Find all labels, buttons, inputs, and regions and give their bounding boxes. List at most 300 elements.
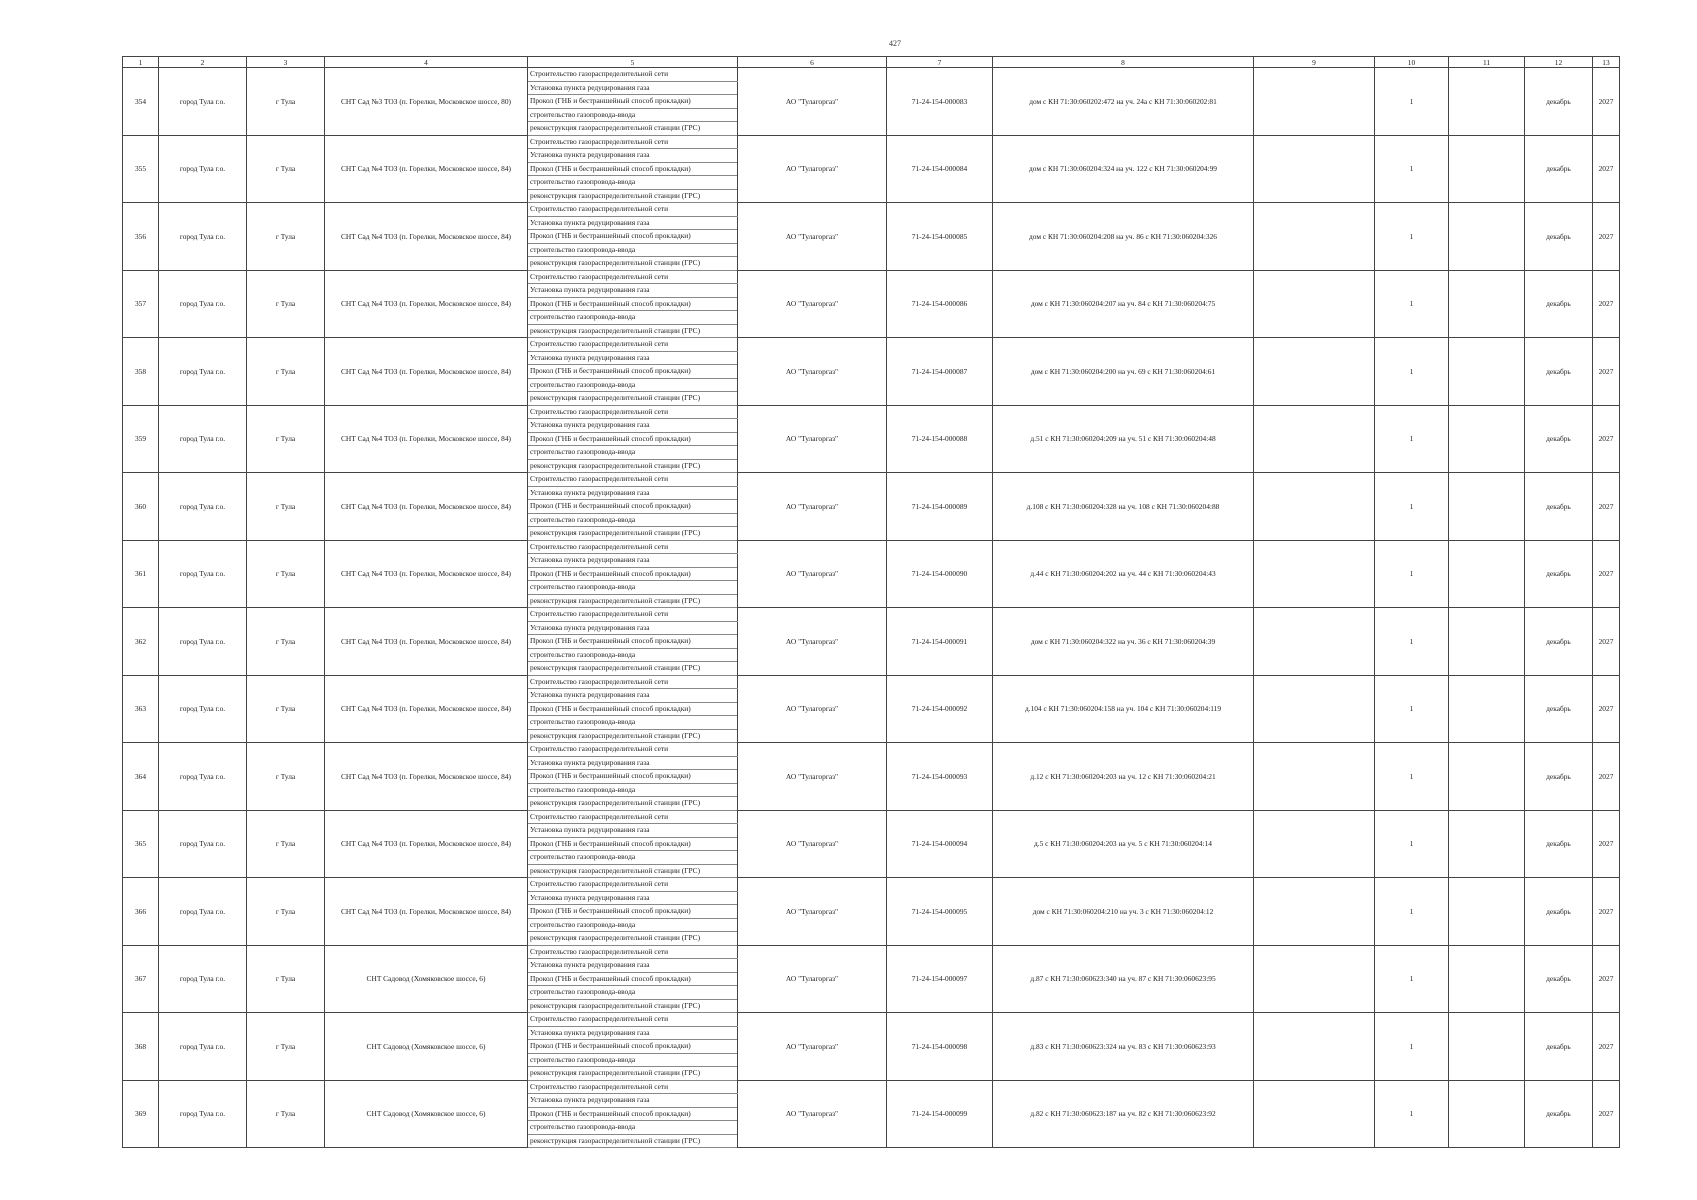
table-row <box>123 338 1620 352</box>
code-cell: 71-24-154-000098 <box>887 1013 993 1081</box>
work-item: строительство газопровода-ввода <box>528 311 738 325</box>
work-item: Прокол (ГНБ и бестраншейный способ прокладки) <box>528 1040 738 1054</box>
col11-cell <box>1449 338 1525 406</box>
count-cell: 1 <box>1375 473 1449 541</box>
locality-cell: г Тула <box>247 270 325 338</box>
work-item: строительство газопровода-ввода <box>528 176 738 190</box>
locality-cell: г Тула <box>247 878 325 946</box>
column-header: 3 <box>247 57 325 68</box>
work-item: реконструкция газораспределительной станции (ГРС) <box>528 932 738 946</box>
work-item: Установка пункта редуцирования газа <box>528 1026 738 1040</box>
code-cell: 71-24-154-000085 <box>887 203 993 271</box>
work-item: Установка пункта редуцирования газа <box>528 824 738 838</box>
table-row <box>123 608 1620 622</box>
organization-cell: АО "Тулагоргаз" <box>738 203 887 271</box>
month-cell: декабрь <box>1525 405 1593 473</box>
table-row <box>123 540 1620 554</box>
work-item: реконструкция газораспределительной станции (ГРС) <box>528 122 738 136</box>
month-cell: декабрь <box>1525 203 1593 271</box>
month-cell: декабрь <box>1525 945 1593 1013</box>
locality-cell: г Тула <box>247 1080 325 1148</box>
organization-cell: АО "Тулагоргаз" <box>738 405 887 473</box>
work-item: реконструкция газораспределительной станции (ГРС) <box>528 324 738 338</box>
column-header: 7 <box>887 57 993 68</box>
col11-cell <box>1449 810 1525 878</box>
work-item: Установка пункта редуцирования газа <box>528 689 738 703</box>
column-header: 5 <box>528 57 738 68</box>
work-item: строительство газопровода-ввода <box>528 986 738 1000</box>
work-item: строительство газопровода-ввода <box>528 446 738 460</box>
year-cell: 2027 <box>1593 1080 1620 1148</box>
code-cell: 71-24-154-000097 <box>887 945 993 1013</box>
work-item: Строительство газораспределительной сети <box>528 270 738 284</box>
work-item: реконструкция газораспределительной станции (ГРС) <box>528 999 738 1013</box>
work-item: строительство газопровода-ввода <box>528 716 738 730</box>
count-cell: 1 <box>1375 743 1449 811</box>
work-item: строительство газопровода-ввода <box>528 1121 738 1135</box>
col11-cell <box>1449 68 1525 136</box>
table-row <box>123 1013 1620 1027</box>
month-cell: декабрь <box>1525 743 1593 811</box>
address-cell: д.108 с КН 71:30:060204:328 на уч. 108 с КН 71:30:060204:88 <box>993 473 1254 541</box>
organization-cell: АО "Тулагоргаз" <box>738 270 887 338</box>
table-header <box>123 57 1620 68</box>
organization-cell: АО "Тулагоргаз" <box>738 1080 887 1148</box>
col9-cell <box>1254 743 1375 811</box>
work-item: Строительство газораспределительной сети <box>528 743 738 757</box>
year-cell: 2027 <box>1593 405 1620 473</box>
address-cell: дом с КН 71:30:060204:200 на уч. 69 с КН 71:30:060204:61 <box>993 338 1254 406</box>
month-cell: декабрь <box>1525 675 1593 743</box>
col9-cell <box>1254 810 1375 878</box>
work-item: реконструкция газораспределительной станции (ГРС) <box>528 459 738 473</box>
month-cell: декабрь <box>1525 1080 1593 1148</box>
col11-cell <box>1449 675 1525 743</box>
code-cell: 71-24-154-000095 <box>887 878 993 946</box>
row-number: 361 <box>123 540 159 608</box>
year-cell: 2027 <box>1593 540 1620 608</box>
work-item: реконструкция газораспределительной станции (ГРС) <box>528 864 738 878</box>
work-item: Установка пункта редуцирования газа <box>528 959 738 973</box>
work-item: Прокол (ГНБ и бестраншейный способ прокладки) <box>528 702 738 716</box>
organization-cell: АО "Тулагоргаз" <box>738 540 887 608</box>
address-cell: дом с КН 71:30:060204:207 на уч. 84 с КН 71:30:060204:75 <box>993 270 1254 338</box>
municipality-cell: город Тула г.о. <box>159 203 247 271</box>
work-item: Строительство газораспределительной сети <box>528 675 738 689</box>
address-cell: д.44 с КН 71:30:060204:202 на уч. 44 с КН 71:30:060204:43 <box>993 540 1254 608</box>
address-cell: д.104 с КН 71:30:060204:158 на уч. 104 с КН 71:30:060204:119 <box>993 675 1254 743</box>
municipality-cell: город Тула г.о. <box>159 675 247 743</box>
month-cell: декабрь <box>1525 270 1593 338</box>
organization-cell: АО "Тулагоргаз" <box>738 743 887 811</box>
row-number: 366 <box>123 878 159 946</box>
column-header: 8 <box>993 57 1254 68</box>
col9-cell <box>1254 68 1375 136</box>
locality-cell: г Тула <box>247 743 325 811</box>
work-item: строительство газопровода-ввода <box>528 243 738 257</box>
table-row <box>123 68 1620 82</box>
work-item: Установка пункта редуцирования газа <box>528 891 738 905</box>
col11-cell <box>1449 135 1525 203</box>
locality-cell: г Тула <box>247 945 325 1013</box>
column-header: 11 <box>1449 57 1525 68</box>
work-item: Прокол (ГНБ и бестраншейный способ прокладки) <box>528 500 738 514</box>
work-item: Строительство газораспределительной сети <box>528 810 738 824</box>
count-cell: 1 <box>1375 135 1449 203</box>
count-cell: 1 <box>1375 203 1449 271</box>
locality-cell: г Тула <box>247 68 325 136</box>
table-row <box>123 945 1620 959</box>
municipality-cell: город Тула г.о. <box>159 270 247 338</box>
municipality-cell: город Тула г.о. <box>159 945 247 1013</box>
work-item: Установка пункта редуцирования газа <box>528 216 738 230</box>
work-item: строительство газопровода-ввода <box>528 513 738 527</box>
work-item: Установка пункта редуцирования газа <box>528 554 738 568</box>
col11-cell <box>1449 878 1525 946</box>
work-item: строительство газопровода-ввода <box>528 378 738 392</box>
work-item: Строительство газораспределительной сети <box>528 608 738 622</box>
work-item: Прокол (ГНБ и бестраншейный способ прокладки) <box>528 230 738 244</box>
address-cell: дом с КН 71:30:060204:324 на уч. 122 с КН 71:30:060204:99 <box>993 135 1254 203</box>
municipality-cell: город Тула г.о. <box>159 405 247 473</box>
municipality-cell: город Тула г.о. <box>159 135 247 203</box>
object-cell: СНТ Сад №4 ТОЗ (п. Горелки, Московское шоссе, 84) <box>325 608 528 676</box>
column-header: 12 <box>1525 57 1593 68</box>
count-cell: 1 <box>1375 338 1449 406</box>
count-cell: 1 <box>1375 1080 1449 1148</box>
col11-cell <box>1449 945 1525 1013</box>
code-cell: 71-24-154-000083 <box>887 68 993 136</box>
object-cell: СНТ Сад №4 ТОЗ (п. Горелки, Московское шоссе, 84) <box>325 270 528 338</box>
work-item: Строительство газораспределительной сети <box>528 203 738 217</box>
locality-cell: г Тула <box>247 473 325 541</box>
count-cell: 1 <box>1375 270 1449 338</box>
code-cell: 71-24-154-000088 <box>887 405 993 473</box>
work-item: Строительство газораспределительной сети <box>528 1013 738 1027</box>
work-item: Установка пункта редуцирования газа <box>528 419 738 433</box>
municipality-cell: город Тула г.о. <box>159 743 247 811</box>
code-cell: 71-24-154-000099 <box>887 1080 993 1148</box>
month-cell: декабрь <box>1525 540 1593 608</box>
object-cell: СНТ Садовод (Хомяковское шоссе, 6) <box>325 1013 528 1081</box>
row-number: 367 <box>123 945 159 1013</box>
code-cell: 71-24-154-000086 <box>887 270 993 338</box>
work-item: Прокол (ГНБ и бестраншейный способ прокладки) <box>528 365 738 379</box>
count-cell: 1 <box>1375 540 1449 608</box>
municipality-cell: город Тула г.о. <box>159 338 247 406</box>
organization-cell: АО "Тулагоргаз" <box>738 338 887 406</box>
municipality-cell: город Тула г.о. <box>159 68 247 136</box>
col9-cell <box>1254 878 1375 946</box>
organization-cell: АО "Тулагоргаз" <box>738 1013 887 1081</box>
work-item: реконструкция газораспределительной станции (ГРС) <box>528 662 738 676</box>
work-item: строительство газопровода-ввода <box>528 1053 738 1067</box>
col9-cell <box>1254 1013 1375 1081</box>
year-cell: 2027 <box>1593 473 1620 541</box>
municipality-cell: город Тула г.о. <box>159 1013 247 1081</box>
month-cell: декабрь <box>1525 135 1593 203</box>
col9-cell <box>1254 1080 1375 1148</box>
col11-cell <box>1449 270 1525 338</box>
address-cell: д.12 с КН 71:30:060204:203 на уч. 12 с КН 71:30:060204:21 <box>993 743 1254 811</box>
year-cell: 2027 <box>1593 743 1620 811</box>
row-number: 355 <box>123 135 159 203</box>
count-cell: 1 <box>1375 878 1449 946</box>
organization-cell: АО "Тулагоргаз" <box>738 878 887 946</box>
work-item: реконструкция газораспределительной станции (ГРС) <box>528 1067 738 1081</box>
locality-cell: г Тула <box>247 203 325 271</box>
object-cell: СНТ Сад №3 ТОЗ (п. Горелки, Московское шоссе, 80) <box>325 68 528 136</box>
work-item: реконструкция газораспределительной станции (ГРС) <box>528 392 738 406</box>
work-item: Установка пункта редуцирования газа <box>528 1094 738 1108</box>
work-item: реконструкция газораспределительной станции (ГРС) <box>528 594 738 608</box>
municipality-cell: город Тула г.о. <box>159 540 247 608</box>
work-item: Прокол (ГНБ и бестраншейный способ прокладки) <box>528 972 738 986</box>
col9-cell <box>1254 405 1375 473</box>
count-cell: 1 <box>1375 810 1449 878</box>
code-cell: 71-24-154-000084 <box>887 135 993 203</box>
work-item: строительство газопровода-ввода <box>528 108 738 122</box>
address-cell: дом с КН 71:30:060204:210 на уч. 3 с КН 71:30:060204:12 <box>993 878 1254 946</box>
work-item: реконструкция газораспределительной станции (ГРС) <box>528 189 738 203</box>
year-cell: 2027 <box>1593 338 1620 406</box>
col9-cell <box>1254 608 1375 676</box>
work-item: Прокол (ГНБ и бестраншейный способ прокладки) <box>528 297 738 311</box>
col11-cell <box>1449 743 1525 811</box>
work-item: Строительство газораспределительной сети <box>528 405 738 419</box>
table-row <box>123 878 1620 892</box>
row-number: 354 <box>123 68 159 136</box>
work-item: Строительство газораспределительной сети <box>528 540 738 554</box>
column-header: 13 <box>1593 57 1620 68</box>
organization-cell: АО "Тулагоргаз" <box>738 608 887 676</box>
locality-cell: г Тула <box>247 540 325 608</box>
row-number: 357 <box>123 270 159 338</box>
organization-cell: АО "Тулагоргаз" <box>738 473 887 541</box>
month-cell: декабрь <box>1525 878 1593 946</box>
header-row <box>123 57 1620 68</box>
col9-cell <box>1254 270 1375 338</box>
work-item: Прокол (ГНБ и бестраншейный способ прокладки) <box>528 1107 738 1121</box>
year-cell: 2027 <box>1593 1013 1620 1081</box>
row-number: 364 <box>123 743 159 811</box>
row-number: 360 <box>123 473 159 541</box>
address-cell: д.87 с КН 71:30:060623:340 на уч. 87 с КН 71:30:060623:95 <box>993 945 1254 1013</box>
count-cell: 1 <box>1375 608 1449 676</box>
organization-cell: АО "Тулагоргаз" <box>738 810 887 878</box>
month-cell: декабрь <box>1525 810 1593 878</box>
municipality-cell: город Тула г.о. <box>159 810 247 878</box>
object-cell: СНТ Сад №4 ТОЗ (п. Горелки, Московское шоссе, 84) <box>325 338 528 406</box>
work-item: строительство газопровода-ввода <box>528 648 738 662</box>
work-item: реконструкция газораспределительной станции (ГРС) <box>528 527 738 541</box>
work-item: Строительство газораспределительной сети <box>528 135 738 149</box>
work-item: Строительство газораспределительной сети <box>528 473 738 487</box>
object-cell: СНТ Сад №4 ТОЗ (п. Горелки, Московское шоссе, 84) <box>325 810 528 878</box>
object-cell: СНТ Сад №4 ТОЗ (п. Горелки, Московское шоссе, 84) <box>325 135 528 203</box>
col11-cell <box>1449 608 1525 676</box>
work-item: Установка пункта редуцирования газа <box>528 486 738 500</box>
work-item: реконструкция газораспределительной станции (ГРС) <box>528 1134 738 1148</box>
table-body <box>123 68 1620 1148</box>
address-cell: д.51 с КН 71:30:060204:209 на уч. 51 с КН 71:30:060204:48 <box>993 405 1254 473</box>
schedule-table <box>122 56 1620 1148</box>
month-cell: декабрь <box>1525 608 1593 676</box>
col11-cell <box>1449 203 1525 271</box>
col11-cell <box>1449 1013 1525 1081</box>
month-cell: декабрь <box>1525 338 1593 406</box>
locality-cell: г Тула <box>247 810 325 878</box>
code-cell: 71-24-154-000089 <box>887 473 993 541</box>
object-cell: СНТ Сад №4 ТОЗ (п. Горелки, Московское шоссе, 84) <box>325 473 528 541</box>
work-item: Установка пункта редуцирования газа <box>528 81 738 95</box>
month-cell: декабрь <box>1525 1013 1593 1081</box>
column-header: 10 <box>1375 57 1449 68</box>
municipality-cell: город Тула г.о. <box>159 878 247 946</box>
column-header: 9 <box>1254 57 1375 68</box>
work-item: строительство газопровода-ввода <box>528 851 738 865</box>
row-number: 368 <box>123 1013 159 1081</box>
table-row <box>123 810 1620 824</box>
row-number: 359 <box>123 405 159 473</box>
work-item: Строительство газораспределительной сети <box>528 1080 738 1094</box>
organization-cell: АО "Тулагоргаз" <box>738 68 887 136</box>
table-row <box>123 1080 1620 1094</box>
count-cell: 1 <box>1375 1013 1449 1081</box>
year-cell: 2027 <box>1593 810 1620 878</box>
work-item: Строительство газораспределительной сети <box>528 878 738 892</box>
object-cell: СНТ Сад №4 ТОЗ (п. Горелки, Московское шоссе, 84) <box>325 405 528 473</box>
count-cell: 1 <box>1375 675 1449 743</box>
work-item: Прокол (ГНБ и бестраншейный способ прокладки) <box>528 432 738 446</box>
organization-cell: АО "Тулагоргаз" <box>738 945 887 1013</box>
col9-cell <box>1254 203 1375 271</box>
object-cell: СНТ Сад №4 ТОЗ (п. Горелки, Московское шоссе, 84) <box>325 743 528 811</box>
locality-cell: г Тула <box>247 135 325 203</box>
work-item: Прокол (ГНБ и бестраншейный способ прокладки) <box>528 905 738 919</box>
col9-cell <box>1254 540 1375 608</box>
address-cell: д.83 с КН 71:30:060623:324 на уч. 83 с КН 71:30:060623:93 <box>993 1013 1254 1081</box>
locality-cell: г Тула <box>247 405 325 473</box>
year-cell: 2027 <box>1593 135 1620 203</box>
address-cell: д.5 с КН 71:30:060204:203 на уч. 5 с КН 71:30:060204:14 <box>993 810 1254 878</box>
col11-cell <box>1449 405 1525 473</box>
col9-cell <box>1254 473 1375 541</box>
year-cell: 2027 <box>1593 878 1620 946</box>
col9-cell <box>1254 338 1375 406</box>
page-number: 427 <box>889 39 901 48</box>
municipality-cell: город Тула г.о. <box>159 608 247 676</box>
col9-cell <box>1254 675 1375 743</box>
work-item: Прокол (ГНБ и бестраншейный способ прокладки) <box>528 95 738 109</box>
col9-cell <box>1254 945 1375 1013</box>
col11-cell <box>1449 540 1525 608</box>
code-cell: 71-24-154-000092 <box>887 675 993 743</box>
address-cell: дом с КН 71:30:060202:472 на уч. 24а с КН 71:30:060202:81 <box>993 68 1254 136</box>
row-number: 365 <box>123 810 159 878</box>
table-row <box>123 135 1620 149</box>
object-cell: СНТ Сад №4 ТОЗ (п. Горелки, Московское шоссе, 84) <box>325 878 528 946</box>
organization-cell: АО "Тулагоргаз" <box>738 135 887 203</box>
code-cell: 71-24-154-000091 <box>887 608 993 676</box>
object-cell: СНТ Сад №4 ТОЗ (п. Горелки, Московское шоссе, 84) <box>325 203 528 271</box>
code-cell: 71-24-154-000093 <box>887 743 993 811</box>
column-header: 6 <box>738 57 887 68</box>
address-cell: дом с КН 71:30:060204:208 на уч. 86 с КН 71:30:060204:326 <box>993 203 1254 271</box>
row-number: 356 <box>123 203 159 271</box>
municipality-cell: город Тула г.о. <box>159 1080 247 1148</box>
month-cell: декабрь <box>1525 473 1593 541</box>
code-cell: 71-24-154-000094 <box>887 810 993 878</box>
address-cell: дом с КН 71:30:060204:322 на уч. 36 с КН 71:30:060204:39 <box>993 608 1254 676</box>
work-item: Установка пункта редуцирования газа <box>528 621 738 635</box>
year-cell: 2027 <box>1593 608 1620 676</box>
table-row <box>123 270 1620 284</box>
col11-cell <box>1449 1080 1525 1148</box>
row-number: 362 <box>123 608 159 676</box>
work-item: Прокол (ГНБ и бестраншейный способ прокладки) <box>528 162 738 176</box>
table-row <box>123 743 1620 757</box>
month-cell: декабрь <box>1525 68 1593 136</box>
table-row <box>123 203 1620 217</box>
work-item: Прокол (ГНБ и бестраншейный способ прокладки) <box>528 635 738 649</box>
table-row <box>123 405 1620 419</box>
locality-cell: г Тула <box>247 338 325 406</box>
work-item: строительство газопровода-ввода <box>528 783 738 797</box>
column-header: 2 <box>159 57 247 68</box>
year-cell: 2027 <box>1593 203 1620 271</box>
address-cell: д.82 с КН 71:30:060623:187 на уч. 82 с КН 71:30:060623:92 <box>993 1080 1254 1148</box>
work-item: реконструкция газораспределительной станции (ГРС) <box>528 797 738 811</box>
work-item: строительство газопровода-ввода <box>528 581 738 595</box>
work-item: Строительство газораспределительной сети <box>528 338 738 352</box>
count-cell: 1 <box>1375 945 1449 1013</box>
code-cell: 71-24-154-000087 <box>887 338 993 406</box>
year-cell: 2027 <box>1593 270 1620 338</box>
col11-cell <box>1449 473 1525 541</box>
locality-cell: г Тула <box>247 675 325 743</box>
object-cell: СНТ Сад №4 ТОЗ (п. Горелки, Московское шоссе, 84) <box>325 540 528 608</box>
work-item: строительство газопровода-ввода <box>528 918 738 932</box>
year-cell: 2027 <box>1593 68 1620 136</box>
count-cell: 1 <box>1375 68 1449 136</box>
object-cell: СНТ Садовод (Хомяковское шоссе, 6) <box>325 945 528 1013</box>
object-cell: СНТ Садовод (Хомяковское шоссе, 6) <box>325 1080 528 1148</box>
row-number: 363 <box>123 675 159 743</box>
column-header: 1 <box>123 57 159 68</box>
year-cell: 2027 <box>1593 945 1620 1013</box>
work-item: реконструкция газораспределительной станции (ГРС) <box>528 729 738 743</box>
municipality-cell: город Тула г.о. <box>159 473 247 541</box>
work-item: Строительство газораспределительной сети <box>528 68 738 82</box>
column-header: 4 <box>325 57 528 68</box>
work-item: Установка пункта редуцирования газа <box>528 351 738 365</box>
work-item: Прокол (ГНБ и бестраншейный способ прокладки) <box>528 770 738 784</box>
organization-cell: АО "Тулагоргаз" <box>738 675 887 743</box>
work-item: Установка пункта редуцирования газа <box>528 149 738 163</box>
locality-cell: г Тула <box>247 1013 325 1081</box>
work-item: Прокол (ГНБ и бестраншейный способ прокладки) <box>528 837 738 851</box>
count-cell: 1 <box>1375 405 1449 473</box>
code-cell: 71-24-154-000090 <box>887 540 993 608</box>
object-cell: СНТ Сад №4 ТОЗ (п. Горелки, Московское шоссе, 84) <box>325 675 528 743</box>
work-item: Прокол (ГНБ и бестраншейный способ прокладки) <box>528 567 738 581</box>
row-number: 358 <box>123 338 159 406</box>
work-item: реконструкция газораспределительной станции (ГРС) <box>528 257 738 271</box>
year-cell: 2027 <box>1593 675 1620 743</box>
work-item: Установка пункта редуцирования газа <box>528 284 738 298</box>
col9-cell <box>1254 135 1375 203</box>
